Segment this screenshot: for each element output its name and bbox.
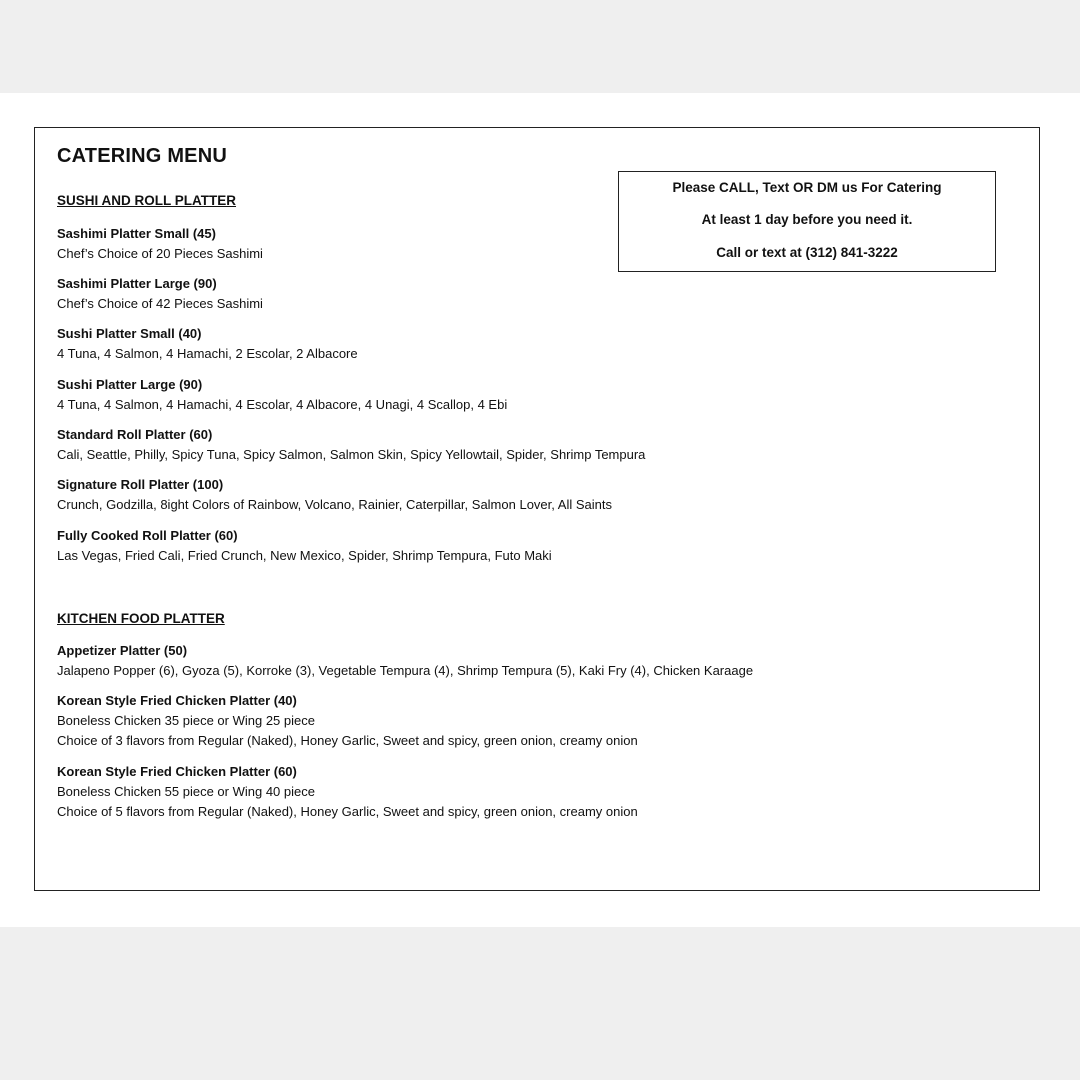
item-description: Boneless Chicken 55 piece or Wing 40 piece (57, 784, 315, 799)
menu-item (57, 324, 358, 364)
menu-item (57, 425, 645, 465)
item-name: Appetizer Platter (50) (57, 643, 188, 658)
item-name: Sashimi Platter Small (45) (57, 226, 216, 241)
item-description: Chef’s Choice of 20 Pieces Sashimi (57, 246, 263, 261)
section-heading-kitchen: KITCHEN FOOD PLATTER (57, 611, 225, 626)
item-description: 4 Tuna, 4 Salmon, 4 Hamachi, 2 Escolar, 2 Albacore (57, 346, 358, 361)
item-name: Sashimi Platter Large (90) (57, 276, 217, 291)
page-title: CATERING MENU (57, 145, 228, 167)
item-description: Boneless Chicken 35 piece or Wing 25 piece (57, 713, 315, 728)
item-description: Jalapeno Popper (6), Gyoza (5), Korroke (3), Vegetable Tempura (4), Shrimp Tempura (5), Kaki Fry (4), Chicken Karaage (57, 663, 754, 678)
catering-notice-box (618, 171, 996, 272)
item-description: Choice of 3 flavors from Regular (Naked), Honey Garlic, Sweet and spicy, green onion, creamy onion (57, 733, 638, 748)
notice-phone: Call or text at (312) 841-3222 (716, 245, 898, 260)
item-name: Sushi Platter Small (40) (57, 326, 202, 341)
menu-item (57, 475, 612, 515)
menu-item (57, 691, 638, 751)
item-description: Chef’s Choice of 42 Pieces Sashimi (57, 296, 263, 311)
item-name: Fully Cooked Roll Platter (60) (57, 528, 238, 543)
item-description: Las Vegas, Fried Cali, Fried Crunch, New Mexico, Spider, Shrimp Tempura, Futo Maki (57, 548, 552, 563)
item-name: Korean Style Fried Chicken Platter (60) (57, 764, 297, 779)
item-description: Crunch, Godzilla, 8ight Colors of Rainbow, Volcano, Rainier, Caterpillar, Salmon Lover, All Saints (57, 497, 612, 512)
menu-item (57, 641, 753, 681)
item-description: Choice of 5 flavors from Regular (Naked), Honey Garlic, Sweet and spicy, green onion, creamy onion (57, 804, 638, 819)
notice-line: Please CALL, Text OR DM us For Catering (672, 180, 942, 195)
menu-item (57, 224, 263, 264)
menu-item (57, 274, 263, 314)
menu-item (57, 526, 552, 566)
item-name: Korean Style Fried Chicken Platter (40) (57, 693, 297, 708)
section-heading-sushi: SUSHI AND ROLL PLATTER (57, 193, 237, 208)
menu-item (57, 375, 507, 415)
item-name: Sushi Platter Large (90) (57, 377, 203, 392)
menu-item (57, 762, 638, 822)
item-description: Cali, Seattle, Philly, Spicy Tuna, Spicy Salmon, Salmon Skin, Spicy Yellowtail, Spider, Shrimp Tempura (57, 447, 646, 462)
notice-line: At least 1 day before you need it. (701, 212, 913, 227)
item-description: 4 Tuna, 4 Salmon, 4 Hamachi, 4 Escolar, 4 Albacore, 4 Unagi, 4 Scallop, 4 Ebi (57, 397, 508, 412)
item-name: Signature Roll Platter (100) (57, 477, 224, 492)
item-name: Standard Roll Platter (60) (57, 427, 213, 442)
